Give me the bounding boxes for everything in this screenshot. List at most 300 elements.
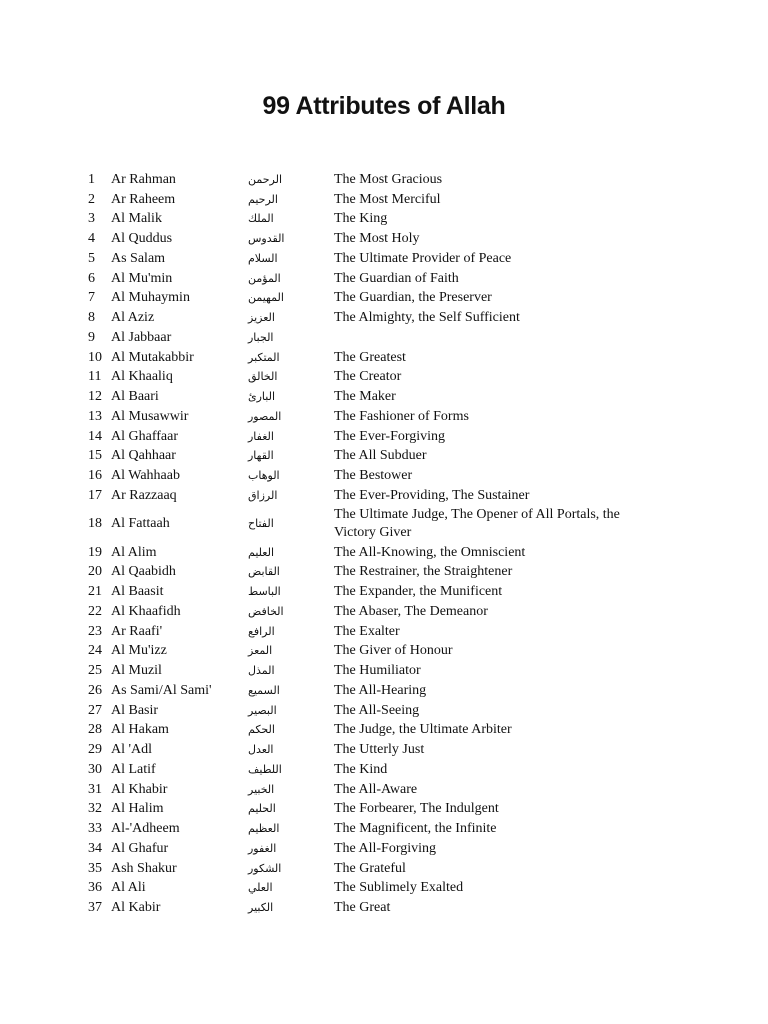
attribute-number: 22 — [88, 603, 102, 619]
table-row — [88, 427, 654, 447]
attribute-arabic: الفتاح — [248, 517, 274, 531]
attribute-arabic: البصير — [248, 703, 277, 717]
attribute-arabic-cell — [248, 898, 334, 918]
attribute-meaning: The Maker — [334, 389, 396, 405]
attribute-name-cell — [111, 229, 248, 249]
table-row — [88, 543, 654, 563]
attribute-arabic-cell — [248, 819, 334, 839]
attribute-name-cell — [111, 879, 248, 899]
attribute-arabic-cell — [248, 506, 334, 543]
table-row — [88, 879, 654, 899]
attribute-name-cell — [111, 681, 248, 701]
attribute-meaning: The Almighty, the Self Sufficient — [334, 310, 520, 326]
attribute-number-cell — [88, 466, 111, 486]
attribute-meaning: The Bestower — [334, 468, 413, 484]
attribute-name-cell — [111, 190, 248, 210]
table-row — [88, 387, 654, 407]
attribute-arabic: الباسط — [248, 585, 281, 599]
attribute-meaning-cell — [334, 328, 654, 348]
attribute-meaning: The All-Forgiving — [334, 840, 437, 856]
attribute-arabic: المؤمن — [248, 271, 281, 285]
attribute-meaning: The Forbearer, The Indulgent — [334, 801, 499, 817]
attribute-arabic-cell — [248, 170, 334, 190]
attribute-arabic: الخبير — [248, 782, 275, 796]
attribute-number: 15 — [88, 448, 102, 464]
attribute-arabic: اللطيف — [248, 762, 282, 776]
attribute-arabic-cell — [248, 721, 334, 741]
attribute-arabic: الرافع — [248, 624, 275, 638]
attribute-meaning-cell — [334, 348, 654, 368]
attribute-name-cell — [111, 328, 248, 348]
attribute-arabic-cell — [248, 859, 334, 879]
attribute-name: Ar Razzaaq — [111, 487, 177, 503]
attribute-arabic: المصور — [248, 409, 282, 423]
attribute-name-cell — [111, 506, 248, 543]
attribute-meaning-cell — [334, 210, 654, 230]
attribute-meaning-cell — [334, 466, 654, 486]
attribute-number-cell — [88, 839, 111, 859]
attribute-meaning-cell — [334, 368, 654, 388]
attribute-name: Al Khaaliq — [111, 369, 173, 385]
attribute-arabic: الغفار — [248, 429, 274, 443]
attribute-name: As Salam — [111, 250, 166, 266]
table-row — [88, 486, 654, 506]
attribute-name-cell — [111, 427, 248, 447]
attribute-arabic: العليم — [248, 545, 274, 559]
attribute-meaning: The King — [334, 211, 388, 227]
attribute-meaning-cell — [334, 721, 654, 741]
attribute-arabic-cell — [248, 740, 334, 760]
attribute-name: Al Ali — [111, 880, 146, 896]
attribute-arabic-cell — [248, 780, 334, 800]
attribute-name: Al Qaabidh — [111, 564, 176, 580]
attribute-name-cell — [111, 308, 248, 328]
attribute-name-cell — [111, 898, 248, 918]
attribute-number: 24 — [88, 643, 102, 659]
attribute-arabic-cell — [248, 249, 334, 269]
attribute-number-cell — [88, 328, 111, 348]
attribute-arabic-cell — [248, 466, 334, 486]
attribute-arabic: الغفور — [248, 841, 277, 855]
attribute-name-cell — [111, 839, 248, 859]
attribute-meaning-cell — [334, 289, 654, 309]
attribute-arabic-cell — [248, 681, 334, 701]
attribute-arabic: الخالق — [248, 370, 278, 384]
table-row — [88, 819, 654, 839]
attribute-meaning-cell — [334, 269, 654, 289]
attribute-arabic: الشكور — [248, 861, 282, 875]
attribute-name-cell — [111, 622, 248, 642]
attribute-meaning: The Giver of Honour — [334, 643, 453, 659]
table-row — [88, 681, 654, 701]
table-row — [88, 661, 654, 681]
attribute-meaning: The Guardian, the Preserver — [334, 290, 492, 306]
attribute-meaning: The Humiliator — [334, 663, 421, 679]
attribute-name: Al Quddus — [111, 231, 173, 247]
attribute-name: Al Muhaymin — [111, 290, 190, 306]
table-row — [88, 447, 654, 467]
attribute-meaning-cell — [334, 506, 654, 543]
table-row — [88, 407, 654, 427]
attribute-number: 18 — [88, 516, 102, 532]
attribute-arabic: السلام — [248, 251, 278, 265]
attribute-number: 8 — [88, 310, 95, 326]
attribute-number-cell — [88, 289, 111, 309]
attribute-arabic-cell — [248, 229, 334, 249]
table-row — [88, 563, 654, 583]
attribute-number: 5 — [88, 250, 95, 266]
attribute-arabic: الوهاب — [248, 469, 280, 483]
attribute-number: 2 — [88, 191, 95, 207]
attribute-number-cell — [88, 348, 111, 368]
attribute-name-cell — [111, 800, 248, 820]
attribute-name: Al Muzil — [111, 663, 162, 679]
attribute-meaning-cell — [334, 563, 654, 583]
attribute-name: Al Malik — [111, 211, 162, 227]
attribute-number: 25 — [88, 663, 102, 679]
attribute-arabic-cell — [248, 701, 334, 721]
attribute-arabic-cell — [248, 368, 334, 388]
attribute-name: Al Halim — [111, 801, 164, 817]
attribute-meaning-cell — [334, 661, 654, 681]
attribute-meaning-cell — [334, 229, 654, 249]
attribute-number: 31 — [88, 781, 102, 797]
table-row — [88, 839, 654, 859]
attribute-name: Ar Raheem — [111, 191, 176, 207]
attribute-number: 4 — [88, 231, 95, 247]
attribute-name: Al Baari — [111, 389, 159, 405]
attribute-number-cell — [88, 170, 111, 190]
attribute-meaning-cell — [334, 681, 654, 701]
attribute-arabic: الرزاق — [248, 488, 278, 502]
attribute-meaning-cell — [334, 859, 654, 879]
attribute-number: 34 — [88, 840, 102, 856]
attribute-arabic-cell — [248, 582, 334, 602]
attribute-arabic: المذل — [248, 664, 275, 678]
attribute-arabic-cell — [248, 269, 334, 289]
attribute-meaning: The Grateful — [334, 860, 406, 876]
table-row — [88, 740, 654, 760]
attribute-name-cell — [111, 642, 248, 662]
attribute-arabic: العظيم — [248, 822, 280, 836]
attribute-name-cell — [111, 701, 248, 721]
attribute-number-cell — [88, 249, 111, 269]
attribute-arabic: المعز — [248, 644, 273, 658]
attribute-name: Al Khaafidh — [111, 603, 181, 619]
attribute-meaning: The All Subduer — [334, 448, 427, 464]
attribute-meaning: The All-Knowing, the Omniscient — [334, 544, 526, 560]
attribute-number-cell — [88, 800, 111, 820]
attribute-meaning: The Judge, the Ultimate Arbiter — [334, 722, 512, 738]
attribute-arabic-cell — [248, 427, 334, 447]
attribute-number-cell — [88, 879, 111, 899]
table-row — [88, 348, 654, 368]
attribute-name-cell — [111, 170, 248, 190]
attribute-number: 6 — [88, 270, 95, 286]
attribute-meaning-cell — [334, 642, 654, 662]
attribute-name-cell — [111, 466, 248, 486]
attribute-arabic-cell — [248, 602, 334, 622]
attribute-number-cell — [88, 661, 111, 681]
attribute-meaning: The Ultimate Provider of Peace — [334, 250, 512, 266]
attribute-arabic-cell — [248, 210, 334, 230]
table-row — [88, 859, 654, 879]
attribute-name-cell — [111, 368, 248, 388]
attribute-arabic: الحكم — [248, 723, 275, 737]
attribute-meaning-cell — [334, 898, 654, 918]
attribute-number-cell — [88, 407, 111, 427]
attribute-number: 30 — [88, 761, 102, 777]
attribute-number: 28 — [88, 722, 102, 738]
attribute-name: Al Aziz — [111, 310, 155, 326]
attribute-name-cell — [111, 740, 248, 760]
attribute-number: 27 — [88, 702, 102, 718]
attribute-number-cell — [88, 859, 111, 879]
attribute-name-cell — [111, 819, 248, 839]
attribute-number: 13 — [88, 408, 102, 424]
attribute-arabic-cell — [248, 447, 334, 467]
attribute-name: Al Fattaah — [111, 516, 170, 532]
attribute-name-cell — [111, 721, 248, 741]
table-row — [88, 898, 654, 918]
attribute-arabic-cell — [248, 760, 334, 780]
attribute-name: Al Mu'izz — [111, 643, 167, 659]
attribute-name-cell — [111, 486, 248, 506]
table-row — [88, 701, 654, 721]
attribute-name-cell — [111, 447, 248, 467]
attribute-number-cell — [88, 190, 111, 210]
attribute-name: Al Mutakabbir — [111, 349, 194, 365]
attribute-number-cell — [88, 898, 111, 918]
attribute-meaning-cell — [334, 447, 654, 467]
attribute-arabic: الرحمن — [248, 172, 283, 186]
attribute-meaning: The Ever-Providing, The Sustainer — [334, 487, 530, 503]
attribute-number-cell — [88, 721, 111, 741]
attribute-meaning: The Restrainer, the Straightener — [334, 564, 513, 580]
attribute-meaning: The Creator — [334, 369, 402, 385]
attributes-table-body — [88, 170, 654, 918]
attribute-arabic: القابض — [248, 565, 280, 579]
attribute-arabic-cell — [248, 661, 334, 681]
attribute-number: 29 — [88, 742, 102, 758]
attribute-name: Al Wahhaab — [111, 468, 180, 484]
attribute-name-cell — [111, 249, 248, 269]
page-title: 99 Attributes of Allah — [262, 92, 506, 120]
attribute-name: Al Mu'min — [111, 270, 173, 286]
attribute-name: Al Baasit — [111, 584, 164, 600]
attribute-number: 32 — [88, 801, 102, 817]
table-row — [88, 506, 654, 543]
attribute-meaning-cell — [334, 170, 654, 190]
attribute-arabic-cell — [248, 387, 334, 407]
attribute-meaning: The Fashioner of Forms — [334, 408, 469, 424]
attribute-name: Ar Raafi' — [111, 623, 163, 639]
attribute-number: 14 — [88, 428, 102, 444]
attribute-arabic-cell — [248, 190, 334, 210]
attribute-arabic: العدل — [248, 743, 274, 757]
attribute-arabic: القدوس — [248, 232, 285, 246]
attribute-name-cell — [111, 780, 248, 800]
attribute-number: 19 — [88, 544, 102, 560]
attribute-number-cell — [88, 681, 111, 701]
attribute-name-cell — [111, 859, 248, 879]
attribute-name-cell — [111, 210, 248, 230]
attribute-meaning-cell — [334, 740, 654, 760]
attribute-name-cell — [111, 582, 248, 602]
table-row — [88, 760, 654, 780]
attribute-arabic-cell — [248, 642, 334, 662]
attribute-name: Al Qahhaar — [111, 448, 176, 464]
attribute-meaning-cell — [334, 879, 654, 899]
attribute-name: Al 'Adl — [111, 742, 153, 758]
attribute-name: Al Ghaffaar — [111, 428, 178, 444]
attribute-name: Ash Shakur — [111, 860, 177, 876]
attribute-name: Al Hakam — [111, 722, 169, 738]
attribute-meaning: The All-Hearing — [334, 682, 427, 698]
attribute-number: 16 — [88, 468, 102, 484]
attribute-number: 1 — [88, 171, 95, 187]
attribute-number-cell — [88, 740, 111, 760]
table-row — [88, 582, 654, 602]
attribute-name-cell — [111, 407, 248, 427]
attribute-meaning-cell — [334, 407, 654, 427]
table-row — [88, 289, 654, 309]
attribute-number-cell — [88, 308, 111, 328]
attribute-meaning-cell — [334, 249, 654, 269]
attribute-name-cell — [111, 563, 248, 583]
attribute-meaning: The Magnificent, the Infinite — [334, 821, 497, 837]
attribute-arabic: الجبار — [248, 330, 274, 344]
attribute-arabic: العلي — [248, 881, 273, 895]
attribute-arabic: الحليم — [248, 802, 276, 816]
attribute-number: 23 — [88, 623, 102, 639]
table-row — [88, 780, 654, 800]
attribute-meaning: The Ultimate Judge, The Opener of All Portals, the Victory Giver — [334, 507, 620, 541]
attribute-number-cell — [88, 780, 111, 800]
attribute-number-cell — [88, 210, 111, 230]
attribute-arabic-cell — [248, 328, 334, 348]
table-row — [88, 642, 654, 662]
attribute-meaning-cell — [334, 780, 654, 800]
table-row — [88, 190, 654, 210]
attribute-number: 37 — [88, 900, 102, 916]
attribute-meaning-cell — [334, 486, 654, 506]
attribute-number-cell — [88, 622, 111, 642]
attribute-arabic-cell — [248, 289, 334, 309]
attribute-number: 21 — [88, 584, 102, 600]
attribute-number: 11 — [88, 369, 102, 385]
attribute-name: Al Khabir — [111, 781, 168, 797]
attribute-number: 9 — [88, 329, 95, 345]
attribute-meaning-cell — [334, 308, 654, 328]
attribute-meaning: The Expander, the Munificent — [334, 584, 503, 600]
attribute-meaning: The Sublimely Exalted — [334, 880, 464, 896]
attribute-name: Al Musawwir — [111, 408, 189, 424]
attribute-meaning: The Most Gracious — [334, 171, 443, 187]
attribute-number-cell — [88, 602, 111, 622]
attribute-name: Al-'Adheem — [111, 821, 180, 837]
attribute-meaning-cell — [334, 701, 654, 721]
attribute-meaning: The Greatest — [334, 349, 406, 365]
attribute-number: 7 — [88, 290, 95, 306]
attribute-name-cell — [111, 387, 248, 407]
attribute-number: 33 — [88, 821, 102, 837]
attribute-meaning: The Ever-Forgiving — [334, 428, 446, 444]
attribute-arabic: المهيمن — [248, 291, 284, 305]
attribute-number: 26 — [88, 682, 102, 698]
attribute-arabic: الكبير — [248, 901, 274, 915]
attribute-number: 12 — [88, 389, 102, 405]
table-row — [88, 249, 654, 269]
attribute-arabic-cell — [248, 407, 334, 427]
attribute-meaning-cell — [334, 800, 654, 820]
attribute-meaning-cell — [334, 819, 654, 839]
table-row — [88, 308, 654, 328]
attribute-name: Al Ghafur — [111, 840, 169, 856]
attribute-name-cell — [111, 348, 248, 368]
attribute-meaning: The Abaser, The Demeanor — [334, 603, 488, 619]
table-row — [88, 622, 654, 642]
attribute-number: 17 — [88, 487, 102, 503]
attribute-arabic: الرحيم — [248, 192, 278, 206]
attribute-meaning-cell — [334, 602, 654, 622]
attribute-arabic: السميع — [248, 683, 280, 697]
attribute-meaning: The All-Aware — [334, 781, 418, 797]
attribute-name-cell — [111, 661, 248, 681]
attribute-number: 36 — [88, 880, 102, 896]
attribute-name: Al Latif — [111, 761, 156, 777]
attribute-number-cell — [88, 701, 111, 721]
attribute-arabic-cell — [248, 800, 334, 820]
attribute-number-cell — [88, 760, 111, 780]
attribute-number-cell — [88, 229, 111, 249]
table-row — [88, 170, 654, 190]
attribute-meaning-cell — [334, 190, 654, 210]
attribute-number: 3 — [88, 211, 95, 227]
attribute-number-cell — [88, 368, 111, 388]
attribute-arabic: المتكبر — [248, 350, 280, 364]
attribute-meaning: The All-Seeing — [334, 702, 420, 718]
table-row — [88, 229, 654, 249]
attribute-meaning: The Most Merciful — [334, 191, 441, 207]
attribute-number-cell — [88, 543, 111, 563]
attribute-number-cell — [88, 563, 111, 583]
attribute-arabic: الخافض — [248, 604, 284, 618]
attribute-number-cell — [88, 506, 111, 543]
attribute-number-cell — [88, 447, 111, 467]
attribute-arabic: البارئ — [248, 390, 276, 404]
attribute-number-cell — [88, 269, 111, 289]
attribute-meaning: The Kind — [334, 761, 388, 777]
attribute-arabic-cell — [248, 543, 334, 563]
attribute-name: Al Basir — [111, 702, 159, 718]
attribute-arabic-cell — [248, 486, 334, 506]
attribute-meaning-cell — [334, 622, 654, 642]
attribute-name: Al Alim — [111, 544, 157, 560]
attribute-name-cell — [111, 269, 248, 289]
attribute-number: 20 — [88, 564, 102, 580]
attribute-meaning-cell — [334, 582, 654, 602]
attribute-name: As Sami/Al Sami' — [111, 682, 212, 698]
attribute-name: Ar Rahman — [111, 171, 176, 187]
attribute-arabic-cell — [248, 622, 334, 642]
attribute-number-cell — [88, 427, 111, 447]
attribute-meaning-cell — [334, 543, 654, 563]
attribute-arabic: الملك — [248, 212, 274, 226]
attribute-arabic: العزيز — [248, 311, 275, 325]
attribute-meaning-cell — [334, 839, 654, 859]
attribute-meaning: The Guardian of Faith — [334, 270, 459, 286]
